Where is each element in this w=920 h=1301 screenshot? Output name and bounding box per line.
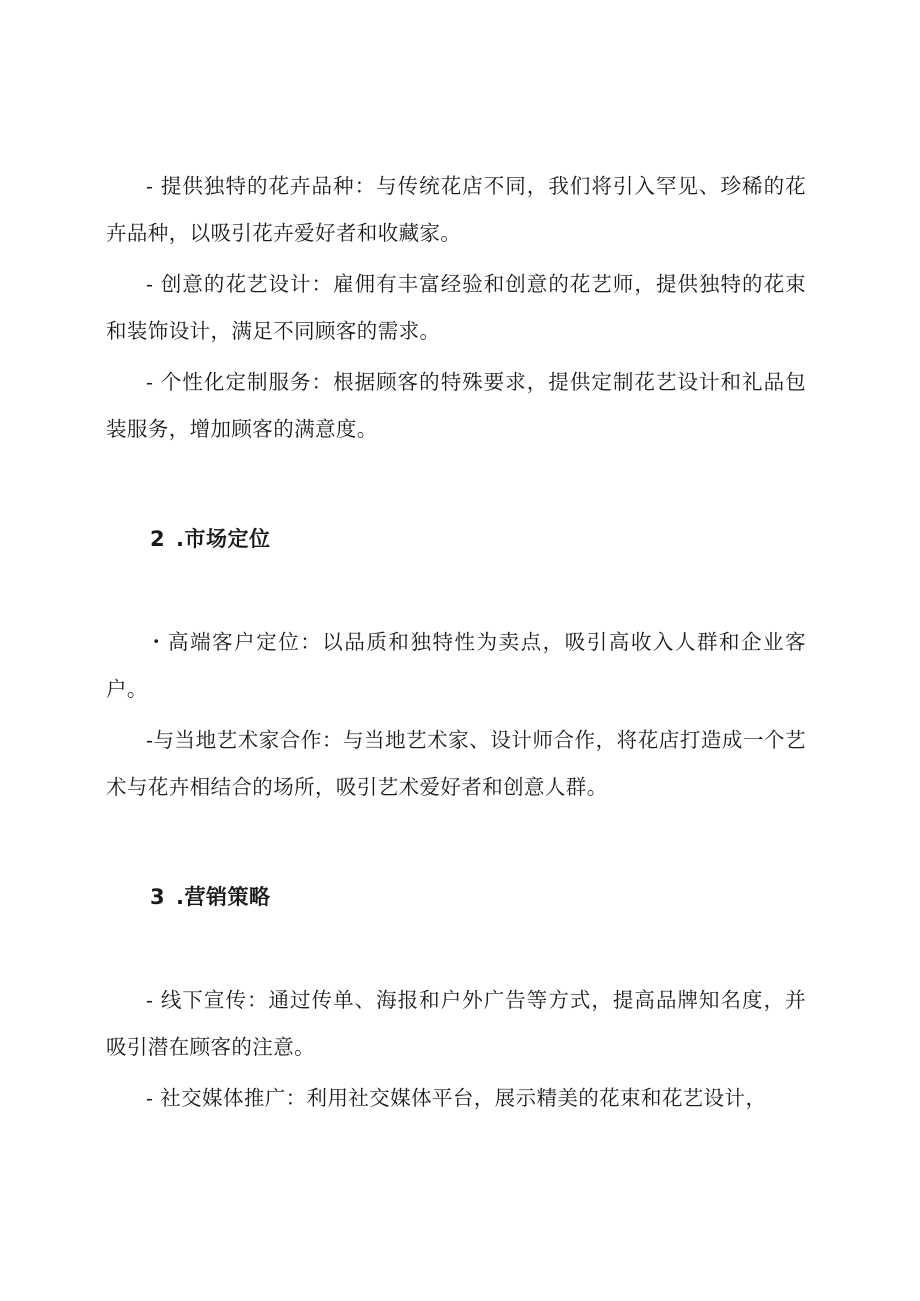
intro-item-unique-varieties: - 提供独特的花卉品种：与传统花店不同，我们将引入罕见、珍稀的花卉品种，以吸引花卉爱好者和收藏家。	[106, 174, 806, 245]
section-number: 2	[150, 527, 166, 551]
section-heading-marketing	[150, 882, 270, 912]
section-number: 3	[150, 885, 166, 909]
intro-item-custom-service: - 个性化定制服务：根据顾客的特殊要求，提供定制花艺设计和礼品包装服务，增加顾客的满意度。	[106, 370, 806, 441]
section-title: .市场定位	[176, 527, 271, 551]
section-heading-market	[150, 524, 270, 554]
marketing-item-offline: - 线下宣传：通过传单、海报和户外广告等方式，提高品牌知名度，并吸引潜在顾客的注意。	[106, 988, 806, 1059]
market-item-high-end: ・高端客户定位：以品质和独特性为卖点，吸引高收入人群和企业客户。	[106, 630, 806, 701]
intro-item-creative-design: - 创意的花艺设计：雇佣有丰富经验和创意的花艺师，提供独特的花束和装饰设计，满足不同顾客的需求。	[106, 272, 806, 343]
marketing-item-social-media: - 社交媒体推广：利用社交媒体平台，展示精美的花束和花艺设计，	[146, 1086, 767, 1110]
market-item-artist-collab: -与当地艺术家合作：与当地艺术家、设计师合作，将花店打造成一个艺术与花卉相结合的场所，吸引艺术爱好者和创意人群。	[106, 728, 806, 799]
section-title: .营销策略	[176, 885, 271, 909]
